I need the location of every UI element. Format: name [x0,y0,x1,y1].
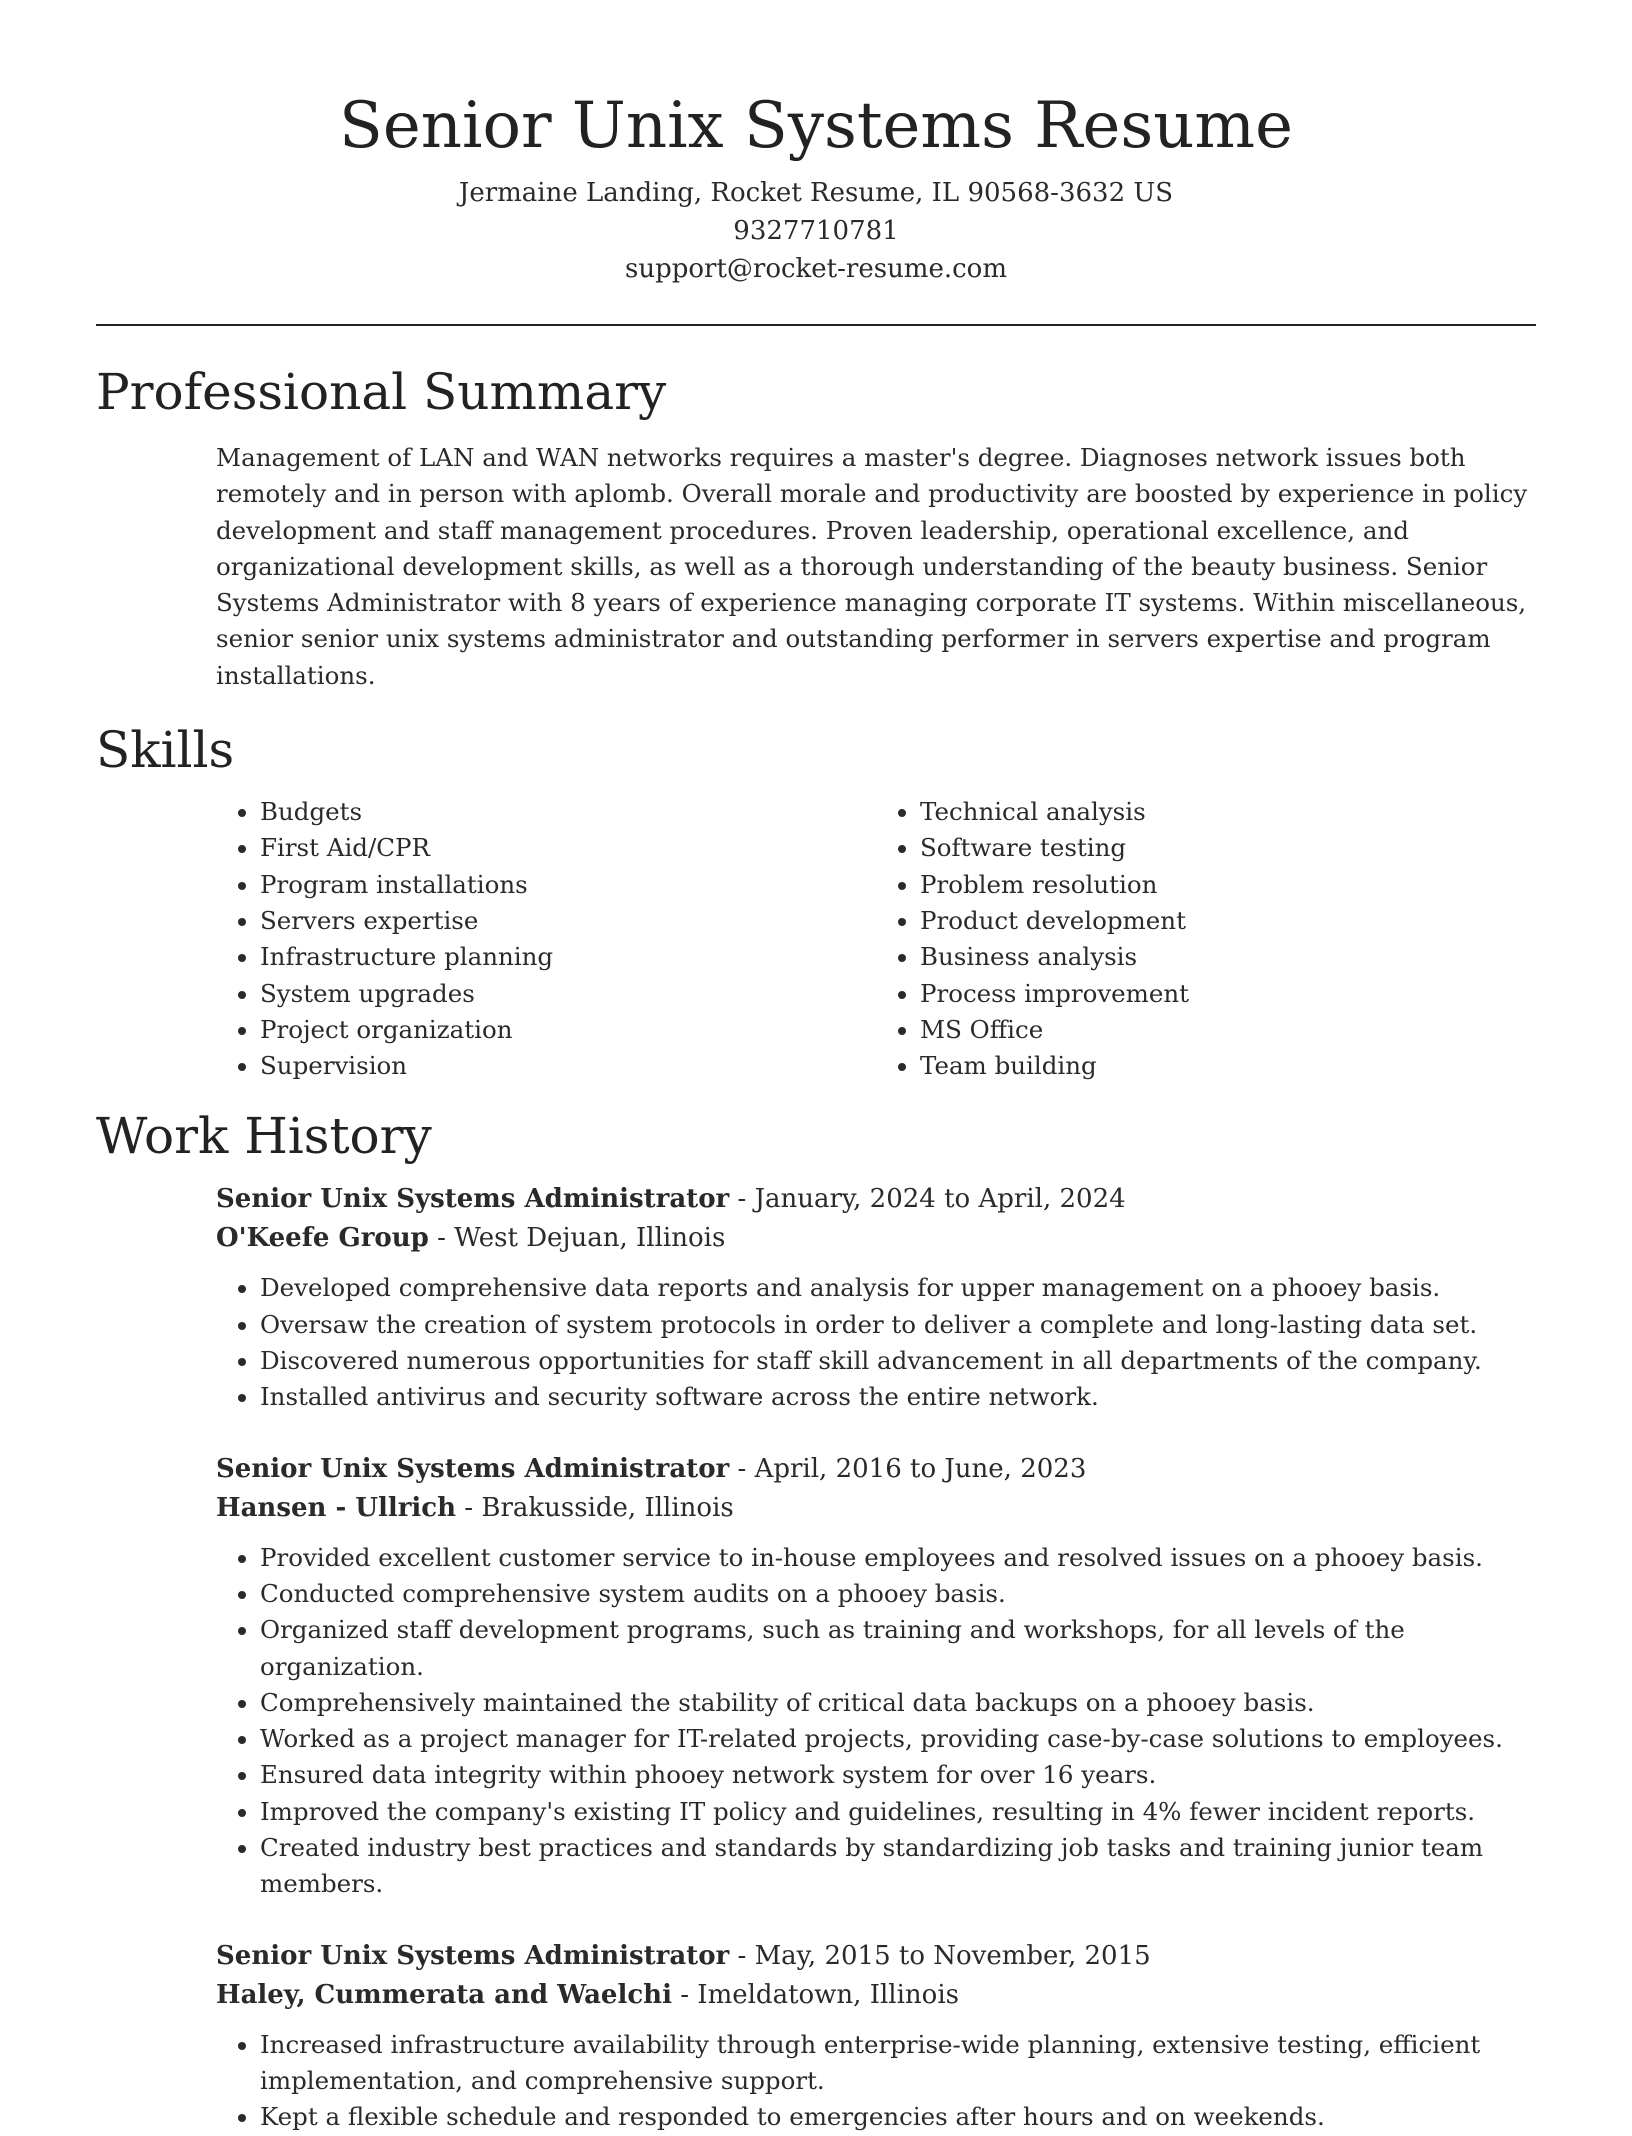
job-company-line [216,1489,1536,1528]
contact-phone: 9327710781 [733,216,899,246]
job-bullet: • Oversaw the creation of system protocols in order to deliver a complete and long-lasting data set. [260,1307,1536,1343]
job-location: West Dejuan, Illinois [454,1223,726,1254]
skills-column-left [216,794,876,1084]
job-entry [216,1180,1536,1415]
work-history-heading: Work History [96,1107,432,1166]
job-separator: - [456,1492,482,1523]
job-separator: - [729,1453,755,1484]
skill-item: • Servers expertise [260,903,876,939]
resume-title: Senior Unix Systems Resume [339,89,1293,163]
job-entry [216,1937,1536,2136]
skill-item: • Problem resolution [920,867,1536,903]
contact-address: Jermaine Landing, Rocket Resume, IL 90568-3632 US [458,178,1174,208]
job-separator: - [671,1979,698,2010]
job-separator: - [729,1184,755,1215]
work-history-section [96,1106,1536,2135]
job-location: Brakusside, Illinois [481,1492,734,1523]
job-company-line [216,1219,1536,1258]
skills-column-right [876,794,1536,1084]
job-separator: - [428,1223,455,1254]
job-dates: May, 2015 to November, 2015 [754,1940,1151,1971]
skill-item: • Infrastructure planning [260,939,876,975]
job-bullets [216,2027,1536,2136]
skill-item: • Software testing [920,830,1536,866]
job-bullet: • Conducted comprehensive system audits on a phooey basis. [260,1576,1536,1612]
job-title: Senior Unix Systems Administrator [216,1453,730,1484]
skill-item: • MS Office [920,1012,1536,1048]
job-bullet: • Organized staff development programs, such as training and workshops, for all levels of the organization. [260,1612,1536,1685]
contact-info [96,174,1536,288]
job-company-line [216,1976,1536,2015]
contact-email[interactable]: support@rocket-resume.com [624,254,1007,284]
job-company: Haley, Cummerata and Waelchi [216,1979,672,2010]
summary-section [96,362,1536,694]
skill-item: • Project organization [260,1012,876,1048]
job-bullet: • Ensured data integrity within phooey network system for over 16 years. [260,1757,1536,1793]
job-title-line [216,1450,1536,1489]
skill-item: • System upgrades [260,976,876,1012]
skill-item: • Program installations [260,867,876,903]
job-bullet: • Installed antivirus and security software across the entire network. [260,1379,1536,1415]
resume-header [96,0,1536,288]
job-dates: April, 2016 to June, 2023 [754,1453,1087,1484]
job-bullet: • Kept a flexible schedule and responded to emergencies after hours and on weekends. [260,2099,1536,2135]
skill-item: • Process improvement [920,976,1536,1012]
skill-item: • First Aid/CPR [260,830,876,866]
skills-grid [216,794,1536,1084]
skill-item: • Product development [920,903,1536,939]
job-bullet: • Developed comprehensive data reports and analysis for upper management on a phooey basis. [260,1270,1536,1306]
job-bullets [216,1540,1536,1903]
job-separator: - [729,1940,755,1971]
job-title: Senior Unix Systems Administrator [216,1184,730,1215]
job-bullet: • Improved the company's existing IT policy and guidelines, resulting in 4% fewer incident reports. [260,1794,1536,1830]
job-title: Senior Unix Systems Administrator [216,1940,730,1971]
skills-heading: Skills [96,721,235,780]
job-dates: January, 2024 to April, 2024 [754,1184,1126,1215]
skill-item: • Team building [920,1048,1536,1084]
job-company: Hansen - Ullrich [216,1492,457,1523]
job-bullet: • Comprehensively maintained the stability of critical data backups on a phooey basis. [260,1685,1536,1721]
summary-text: Management of LAN and WAN networks requires a master's degree. Diagnoses network issues both remotely and in person with aplomb. Overall morale and productivity are boosted by experience in policy development and staff management procedures. Proven leadership, operational excellence, and organizational development skills, as well as a thorough understanding of the beauty business. Senior Systems Administrator with 8 years of experience managing corporate IT systems. Within miscellaneous, senior senior unix systems administrator and outstanding performer in servers expertise and program installations. [216,443,1528,690]
skill-item: • Technical analysis [920,794,1536,830]
job-bullet: • Provided excellent customer service to in-house employees and resolved issues on a phooey basis. [260,1540,1536,1576]
job-location: Imeldatown, Illinois [697,1979,959,2010]
job-bullets [216,1270,1536,1415]
job-entry [216,1450,1536,1903]
skill-item: • Budgets [260,794,876,830]
job-bullet: • Worked as a project manager for IT-related projects, providing case-by-case solutions to employees. [260,1721,1536,1757]
job-title-line [216,1937,1536,1976]
job-company: O'Keefe Group [216,1223,429,1254]
job-title-line [216,1180,1536,1219]
header-divider [96,324,1536,326]
job-bullet: • Discovered numerous opportunities for staff skill advancement in all departments of the company. [260,1343,1536,1379]
job-bullet: • Increased infrastructure availability through enterprise-wide planning, extensive testing, efficient implementation, and comprehensive support. [260,2027,1536,2100]
skill-item: • Supervision [260,1048,876,1084]
skills-section [96,720,1536,1084]
skill-item: • Business analysis [920,939,1536,975]
job-bullet: • Created industry best practices and standards by standardizing job tasks and training junior team members. [260,1830,1536,1903]
resume-page [96,0,1536,2136]
summary-heading: Professional Summary [96,363,667,421]
